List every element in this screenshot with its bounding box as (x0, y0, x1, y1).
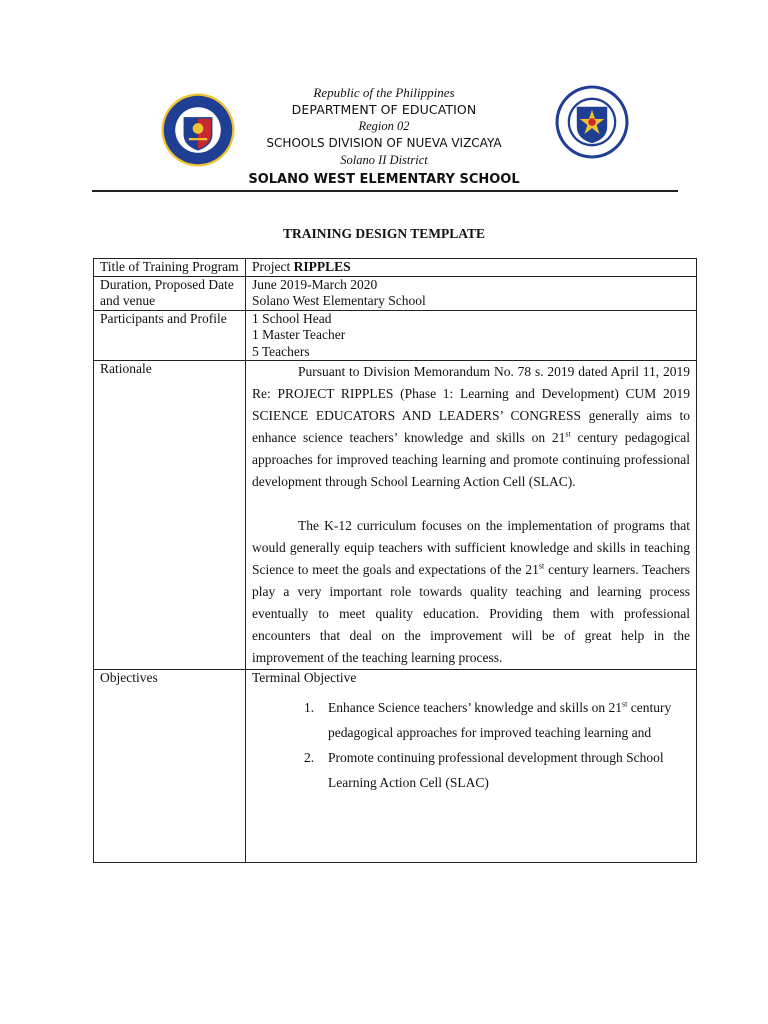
rationale-p1-text: Pursuant to Division Memorandum No. 78 s. 2019 dated April 11, 2019 Re: PROJECT RIPPLES (Phase 1: Learning and Development) CUM 2019 SCIENCE EDUCATORS AND LEADERS’ CONGRESS generally aims to enhance science teachers’ knowledge and skills on 21 (252, 364, 690, 445)
rationale-p1-sup: st (565, 429, 571, 439)
table-row (94, 670, 697, 863)
participants-value (246, 310, 697, 361)
objective-1-text: Enhance Science teachers’ knowledge and skills on 21 (328, 699, 623, 715)
objective-2-text: Promote continuing professional development through School Learning Action Cell (SLAC) (328, 749, 664, 790)
duration-value (246, 276, 697, 310)
region-line: Region 02 (358, 119, 410, 133)
title-prefix: Project (252, 259, 294, 274)
participant-item: 1 Master Teacher (252, 327, 346, 342)
division-line: SCHOOLS DIVISION OF NUEVA VIZCAYA (266, 136, 502, 150)
objective-1-sup: st (622, 699, 628, 708)
duration-date: June 2019-March 2020 (252, 276, 378, 292)
participants-label: Participants and Profile (94, 310, 246, 361)
header-divider (92, 190, 678, 192)
objectives-label: Objectives (94, 670, 246, 863)
participant-item: 1 School Head (252, 310, 332, 326)
rationale-paragraph-2 (252, 515, 690, 669)
letterhead (0, 84, 768, 188)
rationale-value (246, 361, 697, 670)
objectives-list (252, 695, 690, 795)
list-item (304, 695, 690, 745)
school-name: SOLANO WEST ELEMENTARY SCHOOL (248, 172, 520, 187)
republic-line: Republic of the Philippines (313, 85, 455, 100)
table-row (94, 259, 697, 277)
objectives-value (246, 670, 697, 863)
objective-number: 1. (304, 699, 315, 715)
title-value (246, 259, 697, 277)
duration-venue: Solano West Elementary School (252, 293, 426, 308)
table-row (94, 310, 697, 361)
department-line: DEPARTMENT OF EDUCATION (291, 102, 477, 117)
duration-label: Duration, Proposed Date and venue (94, 276, 246, 310)
table-row (94, 276, 697, 310)
participant-item: 5 Teachers (252, 343, 310, 359)
document-title: TRAINING DESIGN TEMPLATE (282, 226, 486, 241)
rationale-p2-sup: st (538, 561, 545, 571)
rationale-label: Rationale (94, 361, 246, 670)
objective-1-text-end: century pedagogical approaches for improved teaching learning and (328, 699, 672, 740)
district-line: Solano II District (340, 153, 428, 167)
terminal-objective-heading: Terminal Objective (252, 670, 357, 685)
title-label: Title of Training Program (94, 259, 246, 277)
rationale-p2-text: The K-12 curriculum focuses on the implementation of programs that would generally equip teachers with sufficient knowledge and skills in teaching Science to meet the goals and expectations of the 21 (252, 518, 690, 577)
objective-number: 2. (304, 749, 315, 765)
training-design-table (93, 258, 697, 863)
rationale-p1-text-end: century pedagogical approaches for improved teaching learning and promote continuing professional development through School Learning Action Cell (SLAC). (252, 430, 691, 489)
rationale-paragraph-1 (252, 361, 690, 493)
title-project-name: RIPPLES (293, 259, 351, 274)
list-item (304, 745, 690, 795)
table-row (94, 361, 697, 670)
rationale-p2-text-end: century learners. Teachers play a very important role towards quality teaching and learning process eventually to meet quality education. Providing them with professional encounters that deal on the improvement will be of great help in the improvement of the teaching learning process. (252, 562, 690, 665)
